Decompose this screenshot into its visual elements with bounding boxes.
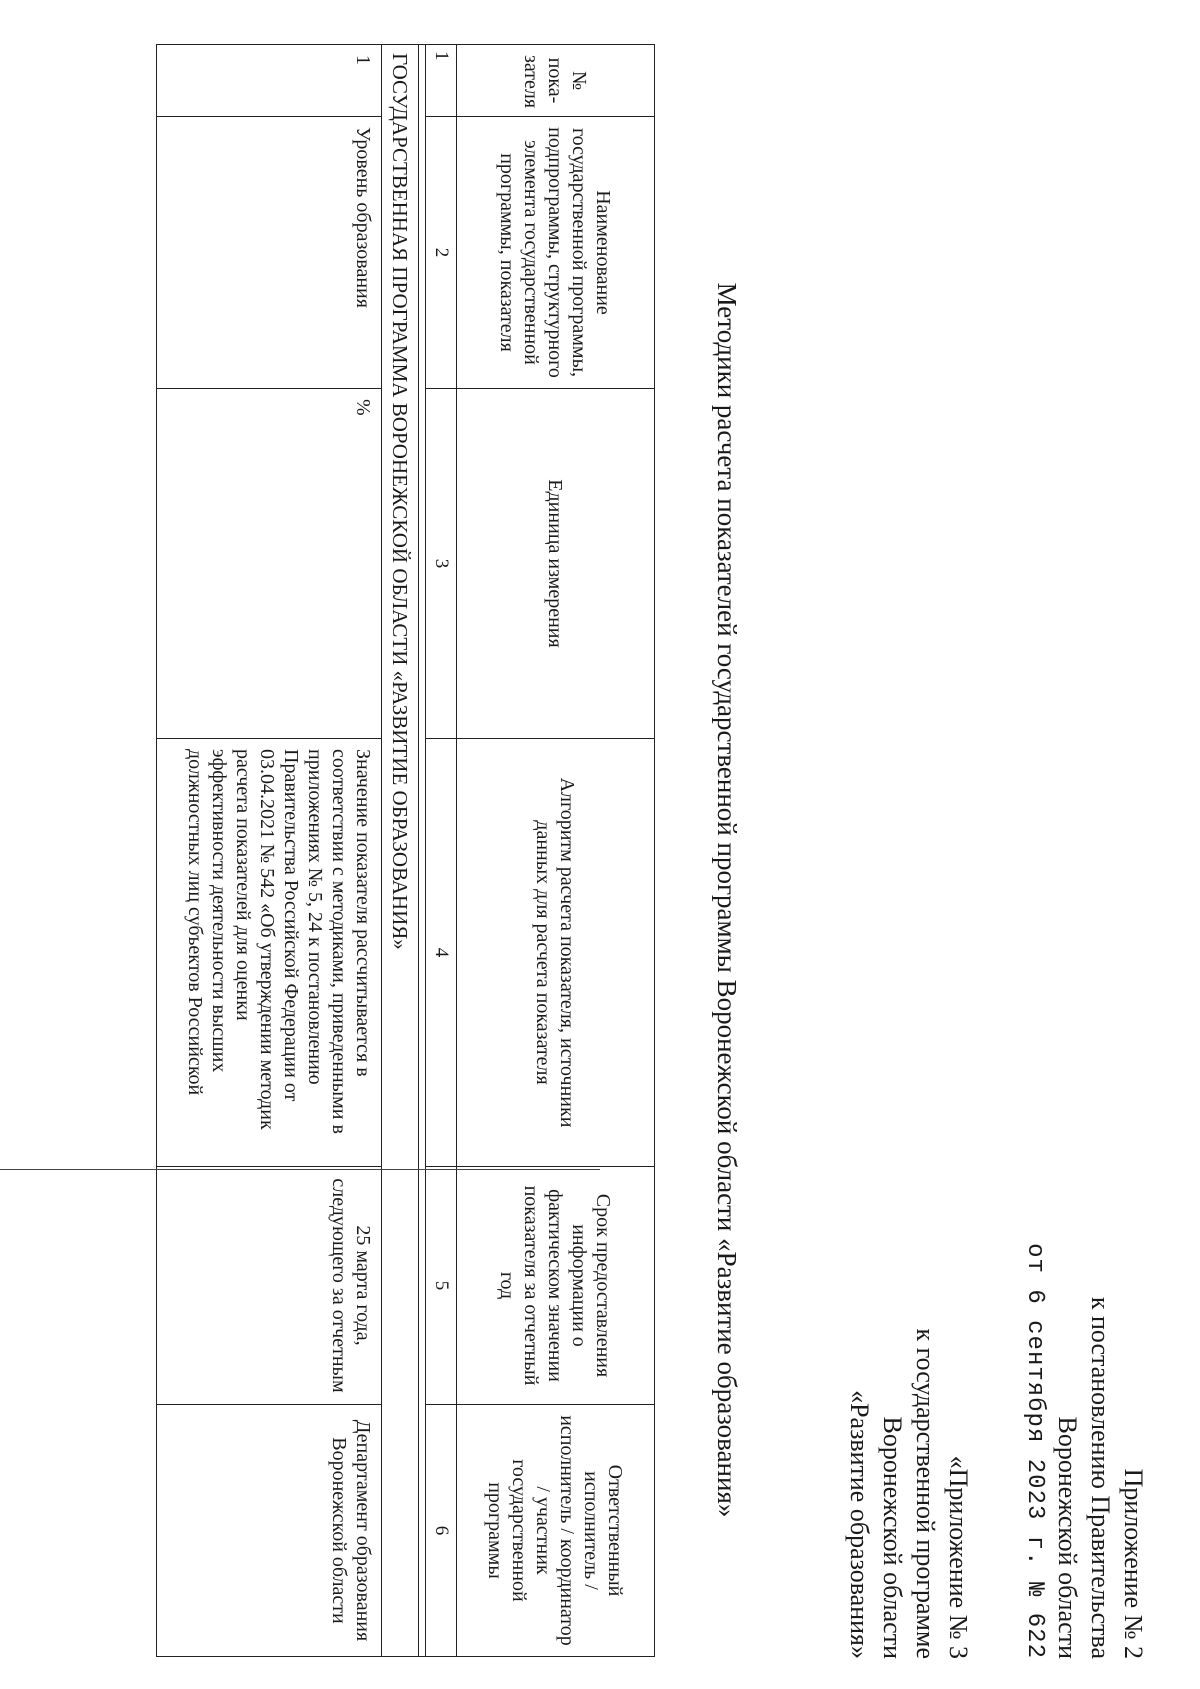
- indicators-table: [156, 44, 655, 1657]
- column-number-row: [426, 45, 457, 1657]
- row-algorithm: Значение показателя рассчитывается в соответствии с методиками, приведенными в приложениях № 5, 24 к постановлению Правительства Российской Федерации от 03.04.2021 № 542 «Об утверждении методик расчета показателей для оценки эффективности деятельности высших должностных лиц субъектов Российской: [184, 749, 374, 1134]
- header-unit: Единица измерения: [457, 389, 655, 739]
- column-number: 1: [426, 45, 457, 117]
- column-number: 6: [426, 1405, 457, 1657]
- section-title: ГОСУДАРСТВЕННАЯ ПРОГРАММА ВОРОНЕЖСКОЙ ОБЛАСТИ «РАЗВИТИЕ ОБРАЗОВАНИЯ»: [382, 45, 419, 1657]
- program-appendix-name: «Развитие образования»: [845, 1390, 874, 1659]
- column-number: 3: [426, 389, 457, 739]
- table-header-row: [457, 45, 655, 1657]
- appendix-region: Воронежской области: [1053, 1416, 1082, 1659]
- separator-row: [419, 45, 426, 1657]
- appendix-number: Приложение № 2: [1119, 1468, 1148, 1659]
- row-indicator-name: Уровень образования: [157, 117, 382, 389]
- row-algorithm-cell: [157, 739, 382, 1167]
- appendix-date: от 6 сентября 2023 г. № 622: [1021, 1243, 1048, 1659]
- appendix-header: [1018, 1243, 1150, 1659]
- program-appendix-to: к государственной программе: [911, 1328, 940, 1659]
- section-row: [382, 45, 419, 1657]
- header-deadline: Срок предоставления информации о фактическом значении показателя за отчетный год: [457, 1167, 655, 1405]
- column-number: 4: [426, 739, 457, 1167]
- program-appendix-region: Воронежской области: [878, 1416, 907, 1659]
- row-unit: %: [157, 389, 382, 739]
- header-name: Наименование государственной программы, подпрограммы, структурного элемента государственной программы, показателя: [457, 117, 655, 389]
- program-appendix-header: [843, 1329, 975, 1660]
- program-appendix-number: «Приложение № 3: [944, 1455, 973, 1659]
- table-row: [157, 45, 382, 1657]
- appendix-to-resolution: к постановлению Правительства: [1086, 1296, 1115, 1659]
- header-number: № пока-зателя: [457, 45, 655, 117]
- column-number: 5: [426, 1167, 457, 1405]
- document-title: Методики расчета показателей государственной программы Воронежской области «Развитие образования»: [712, 282, 742, 1518]
- header-responsible: Ответственный исполнитель / исполнитель / координатор / участник государственной программы: [457, 1405, 655, 1657]
- separator-cell: [419, 45, 426, 1657]
- row-deadline: 25 марта года, следующего за отчетным: [157, 1167, 382, 1405]
- row-responsible: Департамент образования Воронежской области: [157, 1405, 382, 1657]
- column-number: 2: [426, 117, 457, 389]
- scan-edge-line: [0, 1169, 600, 1170]
- row-number: 1: [157, 45, 382, 117]
- header-algorithm: Алгоритм расчета показателя, источники данных для расчета показателя: [457, 739, 655, 1167]
